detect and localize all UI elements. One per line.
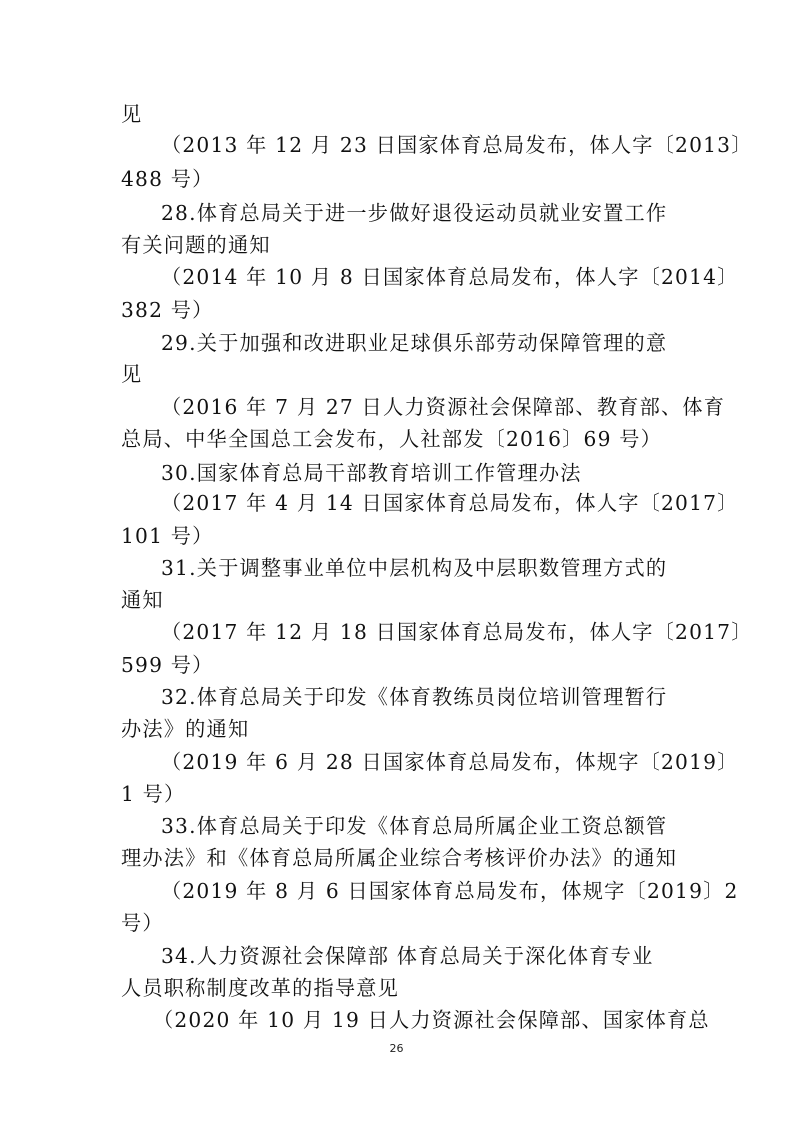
text-line: 人员职称制度改革的指导意见: [121, 976, 400, 1000]
text-line: 29.关于加强和改进职业足球俱乐部劳动保障管理的意: [161, 331, 668, 355]
text-line: （2019 年 8 月 6 日国家体育总局发布，体规字〔2019〕2: [161, 879, 739, 903]
text-line: 101 号）: [121, 524, 214, 548]
text-line: （2017 年 12 月 18 日国家体育总局发布，体人字〔2017〕: [161, 620, 753, 644]
text-line: 总局、中华全国总工会发布，人社部发〔2016〕69 号）: [121, 427, 663, 451]
text-line: 382 号）: [121, 298, 214, 322]
text-line: 有关问题的通知: [121, 233, 271, 257]
text-line: 34.人力资源社会保障部 体育总局关于深化体育专业: [161, 944, 654, 968]
text-line: （2014 年 10 月 8 日国家体育总局发布，体人字〔2014〕: [161, 265, 739, 289]
text-line: 32.体育总局关于印发《体育教练员岗位培训管理暂行: [161, 685, 668, 709]
text-line: 号）: [121, 911, 164, 935]
page-number: 26: [389, 1042, 404, 1055]
text-line: （2017 年 4 月 14 日国家体育总局发布，体人字〔2017〕: [161, 491, 739, 515]
text-line: （2013 年 12 月 23 日国家体育总局发布，体人字〔2013〕: [161, 133, 753, 157]
text-line: 31.关于调整事业单位中层机构及中层职数管理方式的: [161, 556, 668, 580]
text-line: 488 号）: [121, 167, 214, 191]
text-line: （2020 年 10 月 19 日人力资源社会保障部、国家体育总: [153, 1008, 710, 1032]
text-line: 办法》的通知: [121, 717, 250, 741]
text-line: 28.体育总局关于进一步做好退役运动员就业安置工作: [161, 201, 668, 225]
text-line: 30.国家体育总局干部教育培训工作管理办法: [161, 461, 582, 485]
text-line: 599 号）: [121, 653, 214, 677]
text-line: 1 号）: [121, 782, 186, 806]
text-line: 见: [121, 102, 143, 126]
text-line: 理办法》和《体育总局所属企业综合考核评价办法》的通知: [121, 846, 678, 870]
text-line: （2019 年 6 月 28 日国家体育总局发布，体规字〔2019〕: [161, 750, 739, 774]
text-line: （2016 年 7 月 27 日人力资源社会保障部、教育部、体育: [161, 395, 726, 419]
text-line: 见: [121, 362, 143, 386]
text-line: 通知: [121, 588, 164, 612]
text-line: 33.体育总局关于印发《体育总局所属企业工资总额管: [161, 814, 668, 838]
